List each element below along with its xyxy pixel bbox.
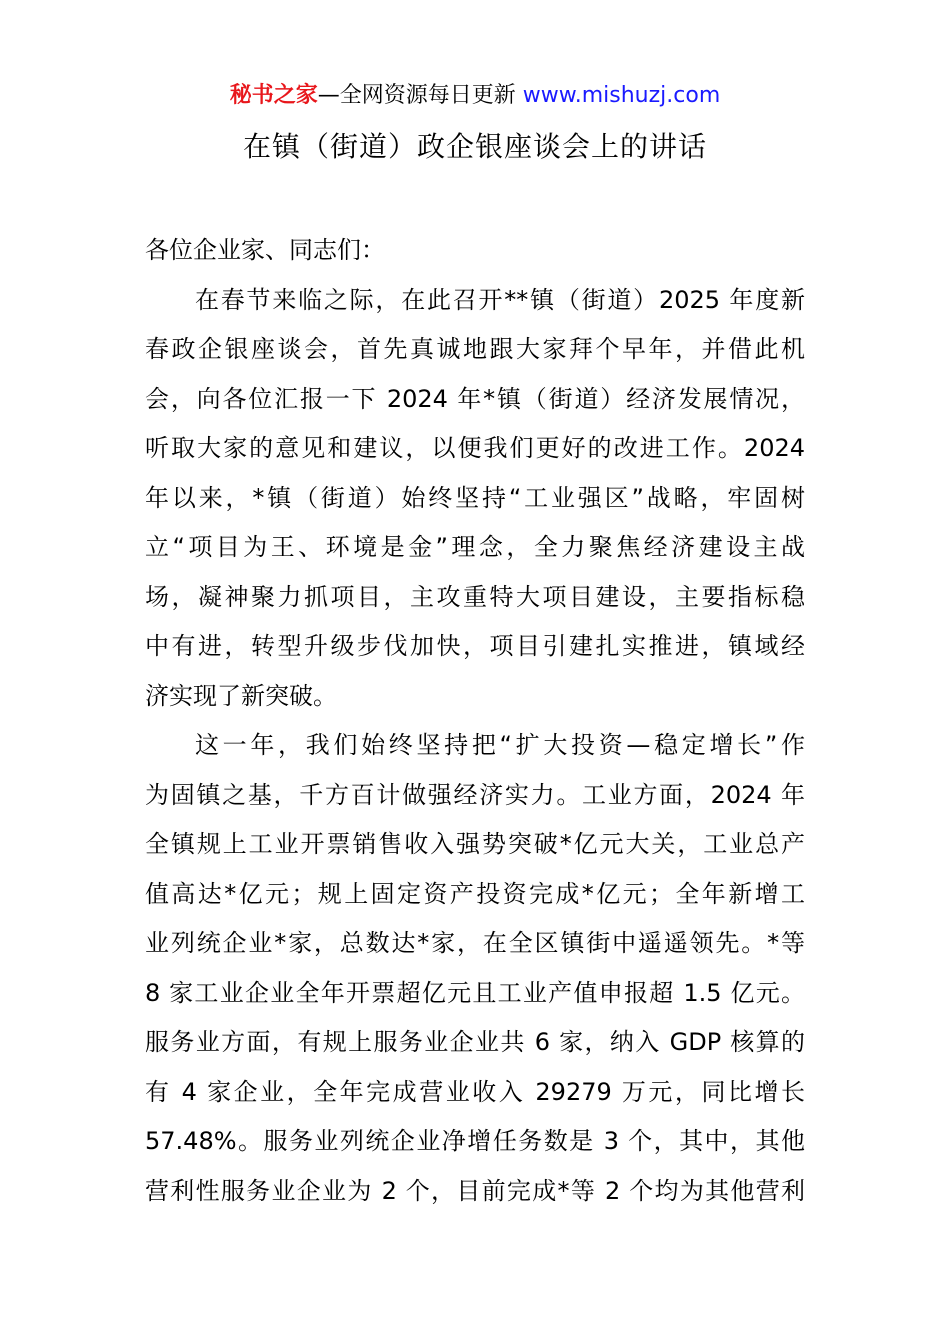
document-title: 在镇（街道）政企银座谈会上的讲话 xyxy=(242,130,707,163)
paragraph-line: 有 4 家企业，全年完成营业收入 29279 万元，同比增长 xyxy=(145,1077,805,1106)
paragraph-line: 业列统企业*家，总数达*家，在全区镇街中遥遥领先。*等 xyxy=(145,929,805,957)
paragraph-line: 在春节来临之际，在此召开**镇（街道）2025 年度新 xyxy=(195,285,805,314)
paragraph-line: 全镇规上工业开票销售收入强势突破*亿元大关，工业总产 xyxy=(145,830,805,858)
paragraph-line: 服务业方面，有规上服务业企业共 6 家，纳入 GDP 核算的 xyxy=(145,1028,805,1056)
paragraph-line: 济实现了新突破。 xyxy=(145,681,337,710)
site-header xyxy=(0,80,950,112)
paragraph-line: 中有进，转型升级步伐加快，项目引建扎实推进，镇域经 xyxy=(145,632,805,660)
paragraph-line: 营利性服务业企业为 2 个，目前完成*等 2 个均为其他营利 xyxy=(145,1176,805,1205)
header-tagline: —全网资源每日更新 xyxy=(317,83,523,108)
paragraph-line: 值高达*亿元；规上固定资产投资完成*亿元；全年新增工 xyxy=(145,879,805,908)
paragraph-line: 场，凝神聚力抓项目，主攻重特大项目建设，主要指标稳 xyxy=(145,582,805,611)
paragraph-line: 这一年，我们始终坚持把“扩大投资—稳定增长”作 xyxy=(195,731,805,759)
salutation-line: 各位企业家、同志们： xyxy=(145,236,385,264)
paragraph-line: 57.48%。服务业列统企业净增任务数是 3 个，其中，其他 xyxy=(145,1127,805,1155)
paragraph-line: 8 家工业企业全年开票超亿元且工业产值申报超 1.5 亿元。 xyxy=(145,978,805,1007)
document-body xyxy=(145,226,805,1216)
paragraph-line: 春政企银座谈会，首先真诚地跟大家拜个早年，并借此机 xyxy=(145,335,805,363)
paragraph-line: 听取大家的意见和建议，以便我们更好的改进工作。2024 xyxy=(145,434,805,462)
site-url-link[interactable]: www.mishuzj.com xyxy=(522,83,721,108)
paragraph-line: 为固镇之基，千方百计做强经济实力。工业方面，2024 年 xyxy=(145,780,805,809)
paragraph-line: 会，向各位汇报一下 2024 年*镇（街道）经济发展情况， xyxy=(145,384,805,413)
brand-name: 秘书之家 xyxy=(229,83,318,108)
paragraph-line: 立“项目为王、环境是金”理念，全力聚焦经济建设主战 xyxy=(145,533,805,561)
paragraph-line: 年以来，*镇（街道）始终坚持“工业强区”战略，牢固树 xyxy=(145,483,805,512)
